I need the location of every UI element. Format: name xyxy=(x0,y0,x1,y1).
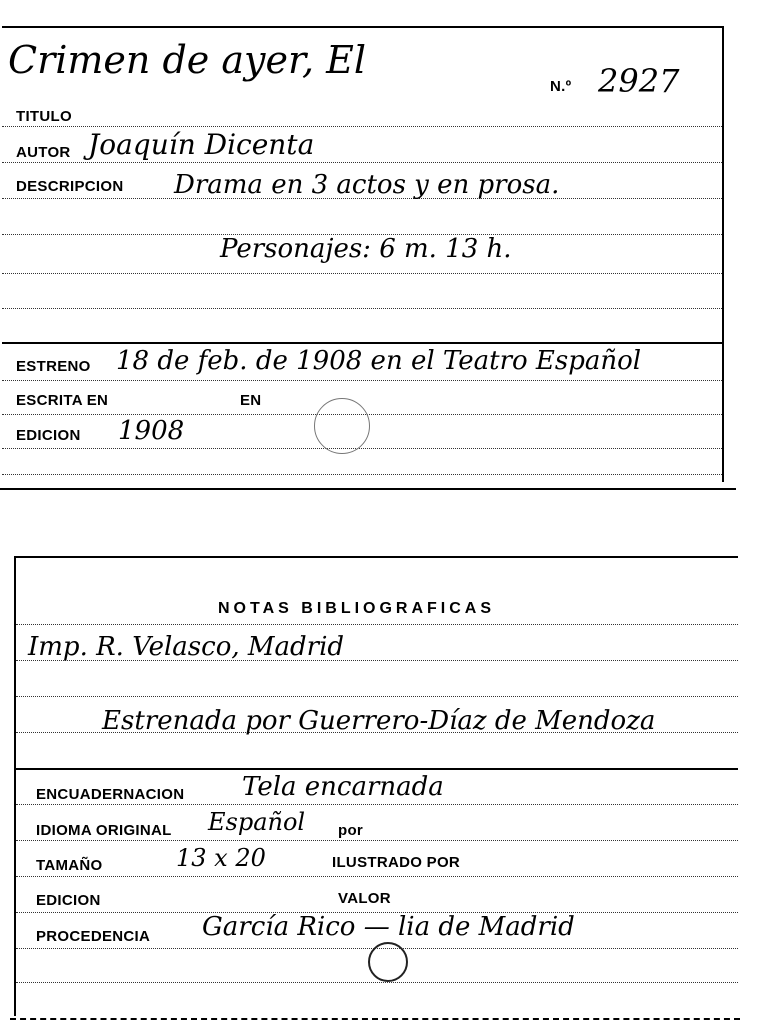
descripcion-handwritten: Drama en 3 actos y en prosa. xyxy=(174,170,560,200)
ilustrado-label: ILUSTRADO POR xyxy=(332,854,461,871)
titulo-label: TITULO xyxy=(16,108,72,125)
notes-line2-handwritten: Estrenada por Guerrero-Díaz de Mendoza xyxy=(102,706,656,736)
encuadernacion-handwritten: Tela encarnada xyxy=(242,772,444,802)
edicion-label: EDICION xyxy=(16,427,81,444)
ruled-line xyxy=(16,876,738,877)
por-label: por xyxy=(338,822,364,839)
encuadernacion-label: ENCUADERNACION xyxy=(36,786,185,803)
valor-label: VALOR xyxy=(338,890,391,907)
title-handwritten: Crimen de ayer, El xyxy=(8,38,367,82)
estreno-label: ESTRENO xyxy=(16,358,91,375)
idioma-label: IDIOMA ORIGINAL xyxy=(36,822,172,839)
notes-heading: NOTAS BIBLIOGRAFICAS xyxy=(218,600,496,617)
tamano-label: TAMAÑO xyxy=(36,857,103,874)
procedencia-handwritten: García Rico — lia de Madrid xyxy=(202,912,575,942)
ruled-line xyxy=(16,768,738,770)
descripcion-label: DESCRIPCION xyxy=(16,178,124,195)
edicion-label-2: EDICION xyxy=(36,892,101,909)
library-stamp xyxy=(314,398,370,454)
number-handwritten: 2927 xyxy=(598,62,680,100)
autor-handwritten: Joaquín Dicenta xyxy=(88,128,315,161)
ruled-line xyxy=(2,380,722,381)
ruled-line xyxy=(2,342,722,344)
ruled-line xyxy=(16,804,738,805)
tamano-handwritten: 13 x 20 xyxy=(176,844,266,872)
estreno-handwritten: 18 de feb. de 1908 en el Teatro Español xyxy=(116,346,642,376)
en-label: EN xyxy=(240,392,262,409)
idioma-handwritten: Español xyxy=(208,808,306,836)
ruled-line xyxy=(16,696,738,697)
catalog-card-front xyxy=(2,26,724,482)
ruled-line xyxy=(2,448,722,449)
notes-line1-handwritten: Imp. R. Velasco, Madrid xyxy=(28,632,345,662)
card-bottom-edge xyxy=(10,1018,740,1020)
escrita-en-label: ESCRITA EN xyxy=(16,392,109,409)
ruled-line xyxy=(2,474,722,475)
library-stamp xyxy=(368,942,408,982)
autor-label: AUTOR xyxy=(16,144,71,161)
ruled-line xyxy=(16,982,738,983)
ruled-line xyxy=(2,273,722,274)
ruled-line xyxy=(16,840,738,841)
number-label: N.º xyxy=(550,78,572,95)
ruled-line xyxy=(16,624,738,625)
edicion-handwritten: 1908 xyxy=(118,416,185,446)
personajes-handwritten: Personajes: 6 m. 13 h. xyxy=(220,234,512,264)
catalog-card-back xyxy=(14,556,738,1016)
ruled-line xyxy=(2,162,722,163)
procedencia-label: PROCEDENCIA xyxy=(36,928,151,945)
ruled-line xyxy=(2,126,722,127)
card-bottom-edge xyxy=(0,488,736,490)
ruled-line xyxy=(2,308,722,309)
